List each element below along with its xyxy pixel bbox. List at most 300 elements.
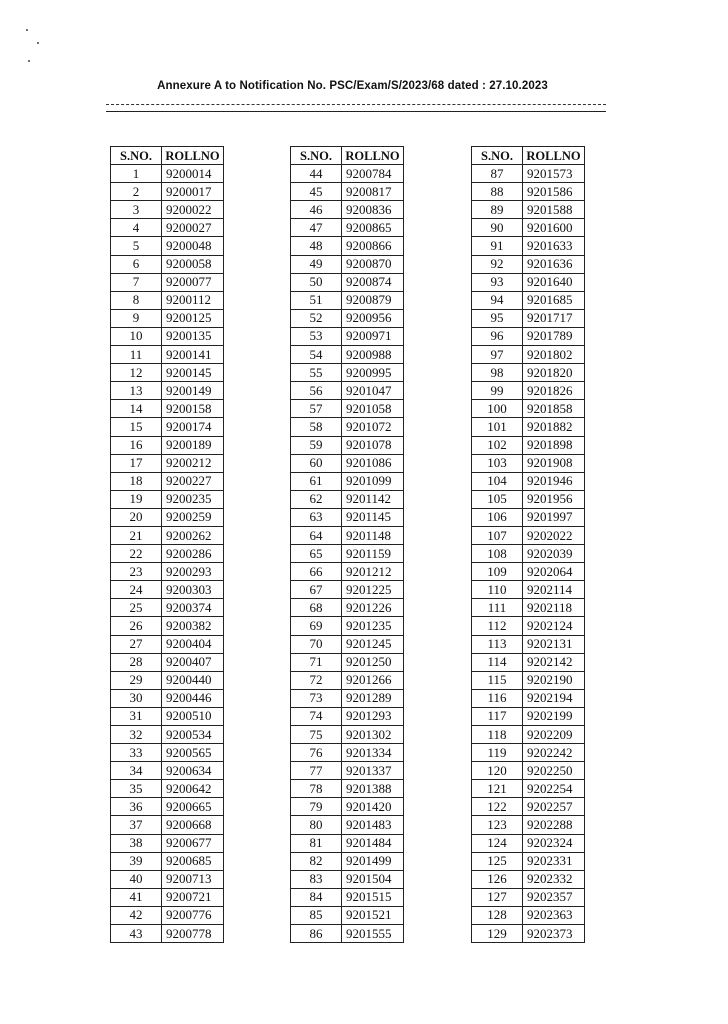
table-row xyxy=(291,707,404,725)
serial-number-cell: 70 xyxy=(291,635,342,653)
roll-number-cell: 9200135 xyxy=(162,327,224,345)
table-row xyxy=(111,744,224,762)
table-row xyxy=(472,635,585,653)
serial-number-cell: 6 xyxy=(111,255,162,273)
table-row xyxy=(472,327,585,345)
serial-number-cell: 50 xyxy=(291,273,342,291)
table-row xyxy=(291,472,404,490)
table-row xyxy=(291,653,404,671)
roll-number-cell: 9201245 xyxy=(342,635,404,653)
roll-number-cell: 9201266 xyxy=(342,671,404,689)
roll-number-cell: 9201483 xyxy=(342,816,404,834)
roll-table-1 xyxy=(110,146,224,943)
roll-number-cell: 9200048 xyxy=(162,237,224,255)
table-row xyxy=(472,490,585,508)
roll-number-cell: 9201302 xyxy=(342,726,404,744)
serial-number-cell: 19 xyxy=(111,490,162,508)
table-row xyxy=(111,671,224,689)
serial-number-cell: 89 xyxy=(472,201,523,219)
table-row xyxy=(291,490,404,508)
serial-number-cell: 36 xyxy=(111,798,162,816)
serial-number-cell: 11 xyxy=(111,346,162,364)
table-row xyxy=(291,816,404,834)
serial-number-cell: 26 xyxy=(111,617,162,635)
roll-number-cell: 9200817 xyxy=(342,183,404,201)
table-row xyxy=(291,780,404,798)
table-row xyxy=(472,183,585,201)
serial-number-cell: 17 xyxy=(111,454,162,472)
serial-number-cell: 99 xyxy=(472,382,523,400)
roll-number-cell: 9200988 xyxy=(342,346,404,364)
table-row xyxy=(291,599,404,617)
table-row xyxy=(291,219,404,237)
table-row xyxy=(111,526,224,544)
roll-number-cell: 9200778 xyxy=(162,925,224,943)
table-row xyxy=(472,870,585,888)
serial-number-cell: 116 xyxy=(472,689,523,707)
table-row xyxy=(111,382,224,400)
roll-number-cell: 9201636 xyxy=(523,255,585,273)
roll-number-cell: 9200713 xyxy=(162,870,224,888)
table-row xyxy=(472,508,585,526)
serial-number-cell: 32 xyxy=(111,726,162,744)
table-row xyxy=(111,309,224,327)
serial-number-cell: 28 xyxy=(111,653,162,671)
roll-number-cell: 9200262 xyxy=(162,526,224,544)
roll-number-cell: 9202254 xyxy=(523,780,585,798)
serial-number-cell: 25 xyxy=(111,599,162,617)
table-row xyxy=(111,255,224,273)
serial-number-cell: 20 xyxy=(111,508,162,526)
roll-number-cell: 9201078 xyxy=(342,436,404,454)
page-title: Annexure A to Notification No. PSC/Exam/S/2023/68 dated : 27.10.2023 xyxy=(157,80,548,92)
serial-number-cell: 123 xyxy=(472,816,523,834)
roll-number-cell: 9201685 xyxy=(523,291,585,309)
roll-number-cell: 9200212 xyxy=(162,454,224,472)
serial-number-cell: 53 xyxy=(291,327,342,345)
serial-number-cell: 85 xyxy=(291,906,342,924)
serial-number-cell: 97 xyxy=(472,346,523,364)
table-row xyxy=(472,418,585,436)
roll-number-cell: 9201588 xyxy=(523,201,585,219)
roll-number-cell: 9202288 xyxy=(523,816,585,834)
roll-number-cell: 9201420 xyxy=(342,798,404,816)
roll-number-cell: 9202209 xyxy=(523,726,585,744)
roll-number-cell: 9202124 xyxy=(523,617,585,635)
roll-number-cell: 9201898 xyxy=(523,436,585,454)
roll-number-cell: 9201789 xyxy=(523,327,585,345)
roll-number-cell: 9201956 xyxy=(523,490,585,508)
table-row xyxy=(291,165,404,183)
serial-number-cell: 93 xyxy=(472,273,523,291)
roll-number-cell: 9201235 xyxy=(342,617,404,635)
roll-number-cell: 9200879 xyxy=(342,291,404,309)
table-row xyxy=(291,581,404,599)
serial-number-cell: 43 xyxy=(111,925,162,943)
roll-number-cell: 9200189 xyxy=(162,436,224,454)
table-row xyxy=(111,418,224,436)
table-row xyxy=(291,382,404,400)
roll-number-cell: 9202131 xyxy=(523,635,585,653)
serial-number-cell: 13 xyxy=(111,382,162,400)
table-row xyxy=(291,689,404,707)
roll-number-cell: 9201226 xyxy=(342,599,404,617)
serial-number-cell: 80 xyxy=(291,816,342,834)
roll-number-cell: 9200303 xyxy=(162,581,224,599)
table-row xyxy=(111,852,224,870)
table-row xyxy=(472,888,585,906)
table-row xyxy=(472,834,585,852)
serial-number-cell: 79 xyxy=(291,798,342,816)
rollno-column-header: ROLLNO xyxy=(523,147,585,165)
serial-number-cell: 8 xyxy=(111,291,162,309)
serial-number-cell: 122 xyxy=(472,798,523,816)
serial-number-cell: 2 xyxy=(111,183,162,201)
roll-number-cell: 9200440 xyxy=(162,671,224,689)
serial-number-cell: 37 xyxy=(111,816,162,834)
rollno-column-header: ROLLNO xyxy=(342,147,404,165)
roll-number-cell: 9200677 xyxy=(162,834,224,852)
table-row xyxy=(472,545,585,563)
roll-number-cell: 9202357 xyxy=(523,888,585,906)
roll-number-cell: 9200685 xyxy=(162,852,224,870)
table-row xyxy=(291,418,404,436)
roll-number-cell: 9201633 xyxy=(523,237,585,255)
roll-number-cell: 9200971 xyxy=(342,327,404,345)
serial-number-cell: 62 xyxy=(291,490,342,508)
roll-number-cell: 9200149 xyxy=(162,382,224,400)
table-row xyxy=(472,581,585,599)
serial-number-cell: 78 xyxy=(291,780,342,798)
serial-number-cell: 82 xyxy=(291,852,342,870)
serial-number-cell: 61 xyxy=(291,472,342,490)
serial-number-cell: 113 xyxy=(472,635,523,653)
table-row xyxy=(291,852,404,870)
serial-number-cell: 109 xyxy=(472,563,523,581)
roll-number-cell: 9201047 xyxy=(342,382,404,400)
table-row xyxy=(291,508,404,526)
serial-number-cell: 14 xyxy=(111,400,162,418)
roll-number-cell: 9202194 xyxy=(523,689,585,707)
roll-number-cell: 9200374 xyxy=(162,599,224,617)
roll-number-cell: 9201212 xyxy=(342,563,404,581)
roll-number-cell: 9202022 xyxy=(523,526,585,544)
roll-number-cell: 9200125 xyxy=(162,309,224,327)
serial-number-cell: 23 xyxy=(111,563,162,581)
table-row xyxy=(291,273,404,291)
roll-number-cell: 9201159 xyxy=(342,545,404,563)
roll-number-cell: 9200510 xyxy=(162,707,224,725)
table-row xyxy=(472,925,585,943)
table-row xyxy=(472,201,585,219)
table-row xyxy=(472,454,585,472)
serial-number-cell: 44 xyxy=(291,165,342,183)
table-row xyxy=(291,563,404,581)
serial-number-cell: 124 xyxy=(472,834,523,852)
table-row xyxy=(111,617,224,635)
table-row xyxy=(472,762,585,780)
serial-number-cell: 68 xyxy=(291,599,342,617)
roll-number-cell: 9200668 xyxy=(162,816,224,834)
serial-number-cell: 67 xyxy=(291,581,342,599)
roll-number-cell: 9201086 xyxy=(342,454,404,472)
table-row xyxy=(472,255,585,273)
serial-number-cell: 95 xyxy=(472,309,523,327)
table-header-row xyxy=(291,147,404,165)
roll-number-cell: 9200870 xyxy=(342,255,404,273)
roll-number-cell: 9201521 xyxy=(342,906,404,924)
roll-number-cell: 9202242 xyxy=(523,744,585,762)
table-row xyxy=(111,436,224,454)
serial-number-cell: 55 xyxy=(291,364,342,382)
serial-number-cell: 114 xyxy=(472,653,523,671)
roll-number-cell: 9200784 xyxy=(342,165,404,183)
roll-table-3 xyxy=(471,146,585,943)
table-row xyxy=(291,888,404,906)
roll-number-cell: 9200382 xyxy=(162,617,224,635)
table-row xyxy=(111,834,224,852)
serial-number-cell: 48 xyxy=(291,237,342,255)
roll-number-cell: 9201555 xyxy=(342,925,404,943)
serial-number-cell: 115 xyxy=(472,671,523,689)
roll-number-cell: 9201858 xyxy=(523,400,585,418)
serial-number-cell: 73 xyxy=(291,689,342,707)
serial-number-cell: 88 xyxy=(472,183,523,201)
table-row xyxy=(291,364,404,382)
roll-number-cell: 9200259 xyxy=(162,508,224,526)
table-row xyxy=(472,346,585,364)
serial-number-cell: 69 xyxy=(291,617,342,635)
table-row xyxy=(111,183,224,201)
roll-number-cell: 9200027 xyxy=(162,219,224,237)
sno-column-header: S.NO. xyxy=(111,147,162,165)
table-row xyxy=(111,291,224,309)
table-row xyxy=(291,400,404,418)
table-row xyxy=(472,309,585,327)
solid-divider xyxy=(106,111,606,112)
roll-number-cell: 9201820 xyxy=(523,364,585,382)
serial-number-cell: 58 xyxy=(291,418,342,436)
serial-number-cell: 56 xyxy=(291,382,342,400)
roll-number-cell: 9201499 xyxy=(342,852,404,870)
table-row xyxy=(111,346,224,364)
roll-number-cell: 9200407 xyxy=(162,653,224,671)
roll-number-cell: 9202199 xyxy=(523,707,585,725)
serial-number-cell: 104 xyxy=(472,472,523,490)
serial-number-cell: 57 xyxy=(291,400,342,418)
serial-number-cell: 45 xyxy=(291,183,342,201)
table-row xyxy=(291,309,404,327)
table-row xyxy=(291,671,404,689)
table-row xyxy=(472,472,585,490)
roll-number-cell: 9201826 xyxy=(523,382,585,400)
table-row xyxy=(472,617,585,635)
serial-number-cell: 71 xyxy=(291,653,342,671)
roll-number-cell: 9200776 xyxy=(162,906,224,924)
table-row xyxy=(111,237,224,255)
serial-number-cell: 46 xyxy=(291,201,342,219)
table-row xyxy=(472,563,585,581)
serial-number-cell: 42 xyxy=(111,906,162,924)
table-row xyxy=(472,707,585,725)
roll-number-cell: 9200112 xyxy=(162,291,224,309)
roll-number-cell: 9200058 xyxy=(162,255,224,273)
table-row xyxy=(291,291,404,309)
table-row xyxy=(111,400,224,418)
table-header-row xyxy=(111,147,224,165)
roll-number-cell: 9200956 xyxy=(342,309,404,327)
serial-number-cell: 9 xyxy=(111,309,162,327)
table-row xyxy=(291,834,404,852)
serial-number-cell: 77 xyxy=(291,762,342,780)
roll-number-cell: 9201997 xyxy=(523,508,585,526)
table-row xyxy=(111,490,224,508)
table-row xyxy=(111,599,224,617)
serial-number-cell: 65 xyxy=(291,545,342,563)
roll-number-cell: 9201717 xyxy=(523,309,585,327)
roll-number-cell: 9201946 xyxy=(523,472,585,490)
table-row xyxy=(472,852,585,870)
serial-number-cell: 129 xyxy=(472,925,523,943)
table-row xyxy=(291,346,404,364)
roll-number-cell: 9201515 xyxy=(342,888,404,906)
serial-number-cell: 21 xyxy=(111,526,162,544)
serial-number-cell: 103 xyxy=(472,454,523,472)
roll-number-cell: 9200235 xyxy=(162,490,224,508)
serial-number-cell: 54 xyxy=(291,346,342,364)
roll-number-cell: 9202114 xyxy=(523,581,585,599)
serial-number-cell: 7 xyxy=(111,273,162,291)
roll-number-cell: 9202250 xyxy=(523,762,585,780)
serial-number-cell: 33 xyxy=(111,744,162,762)
roll-number-cell: 9200874 xyxy=(342,273,404,291)
roll-number-cell: 9201640 xyxy=(523,273,585,291)
table-row xyxy=(472,291,585,309)
roll-table-2 xyxy=(290,146,404,943)
table-row xyxy=(472,382,585,400)
table-row xyxy=(472,689,585,707)
table-row xyxy=(291,454,404,472)
table-row xyxy=(111,653,224,671)
roll-number-cell: 9200565 xyxy=(162,744,224,762)
roll-number-cell: 9201148 xyxy=(342,526,404,544)
table-row xyxy=(111,925,224,943)
serial-number-cell: 74 xyxy=(291,707,342,725)
serial-number-cell: 18 xyxy=(111,472,162,490)
roll-number-cell: 9200141 xyxy=(162,346,224,364)
roll-number-cell: 9201600 xyxy=(523,219,585,237)
serial-number-cell: 87 xyxy=(472,165,523,183)
roll-number-cell: 9200174 xyxy=(162,418,224,436)
table-row xyxy=(472,526,585,544)
rollno-column-header: ROLLNO xyxy=(162,147,224,165)
serial-number-cell: 84 xyxy=(291,888,342,906)
table-row xyxy=(111,364,224,382)
table-row xyxy=(472,273,585,291)
roll-number-cell: 9200227 xyxy=(162,472,224,490)
serial-number-cell: 4 xyxy=(111,219,162,237)
serial-number-cell: 72 xyxy=(291,671,342,689)
roll-number-cell: 9200866 xyxy=(342,237,404,255)
serial-number-cell: 3 xyxy=(111,201,162,219)
roll-number-cell: 9202331 xyxy=(523,852,585,870)
serial-number-cell: 29 xyxy=(111,671,162,689)
roll-number-cell: 9201293 xyxy=(342,707,404,725)
scan-speck xyxy=(26,29,28,31)
table-row xyxy=(111,870,224,888)
serial-number-cell: 91 xyxy=(472,237,523,255)
serial-number-cell: 35 xyxy=(111,780,162,798)
roll-number-cell: 9200077 xyxy=(162,273,224,291)
serial-number-cell: 81 xyxy=(291,834,342,852)
table-row xyxy=(111,563,224,581)
serial-number-cell: 107 xyxy=(472,526,523,544)
serial-number-cell: 102 xyxy=(472,436,523,454)
table-row xyxy=(472,364,585,382)
serial-number-cell: 39 xyxy=(111,852,162,870)
serial-number-cell: 16 xyxy=(111,436,162,454)
serial-number-cell: 96 xyxy=(472,327,523,345)
roll-number-cell: 9201099 xyxy=(342,472,404,490)
serial-number-cell: 98 xyxy=(472,364,523,382)
serial-number-cell: 128 xyxy=(472,906,523,924)
roll-number-cell: 9202118 xyxy=(523,599,585,617)
table-row xyxy=(291,617,404,635)
serial-number-cell: 27 xyxy=(111,635,162,653)
serial-number-cell: 40 xyxy=(111,870,162,888)
roll-number-cell: 9200022 xyxy=(162,201,224,219)
sno-column-header: S.NO. xyxy=(472,147,523,165)
serial-number-cell: 38 xyxy=(111,834,162,852)
roll-number-cell: 9201802 xyxy=(523,346,585,364)
serial-number-cell: 66 xyxy=(291,563,342,581)
table-row xyxy=(472,165,585,183)
table-row xyxy=(111,707,224,725)
roll-number-cell: 9202324 xyxy=(523,834,585,852)
serial-number-cell: 90 xyxy=(472,219,523,237)
serial-number-cell: 10 xyxy=(111,327,162,345)
roll-number-cell: 9200014 xyxy=(162,165,224,183)
dotted-divider xyxy=(106,104,606,105)
roll-number-cell: 9201225 xyxy=(342,581,404,599)
roll-number-cell: 9201072 xyxy=(342,418,404,436)
table-row xyxy=(472,599,585,617)
roll-number-cell: 9200642 xyxy=(162,780,224,798)
table-header-row xyxy=(472,147,585,165)
table-row xyxy=(111,472,224,490)
table-row xyxy=(111,816,224,834)
roll-number-cell: 9201484 xyxy=(342,834,404,852)
roll-number-cell: 9200404 xyxy=(162,635,224,653)
table-row xyxy=(111,454,224,472)
serial-number-cell: 47 xyxy=(291,219,342,237)
table-row xyxy=(111,327,224,345)
roll-number-cell: 9200145 xyxy=(162,364,224,382)
table-row xyxy=(472,744,585,762)
roll-number-cell: 9201058 xyxy=(342,400,404,418)
serial-number-cell: 121 xyxy=(472,780,523,798)
roll-number-cell: 9200995 xyxy=(342,364,404,382)
roll-number-cell: 9200446 xyxy=(162,689,224,707)
table-row xyxy=(291,255,404,273)
table-row xyxy=(291,870,404,888)
roll-number-cell: 9200836 xyxy=(342,201,404,219)
roll-number-cell: 9201337 xyxy=(342,762,404,780)
roll-number-cell: 9200665 xyxy=(162,798,224,816)
serial-number-cell: 108 xyxy=(472,545,523,563)
scan-speck xyxy=(28,60,30,62)
table-row xyxy=(291,237,404,255)
